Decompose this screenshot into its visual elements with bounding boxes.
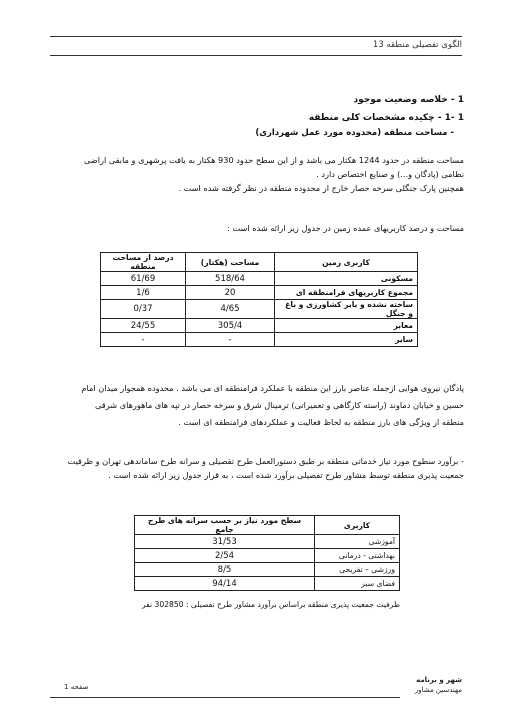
table-header-cell: سطح مورد نیاز بر حسب سرانه های طرح جامع xyxy=(135,516,315,535)
table-header-row xyxy=(135,516,400,535)
table-cell: ساخته نشده و بایر کشاورزی و باغ و جنگل xyxy=(275,300,418,319)
page-number: صفحه 1 xyxy=(64,683,89,691)
table-header-cell: کاربری xyxy=(315,516,400,535)
table-cell: 8/5 xyxy=(135,563,315,577)
footer-org-line2: مهندسین مشاور xyxy=(414,686,462,694)
table-cell: 2/54 xyxy=(135,549,315,563)
header-title: الگوی تفصیلی منطقه 13 xyxy=(372,40,462,50)
table-row xyxy=(135,549,400,563)
table-cell: 305/4 xyxy=(186,319,275,333)
header-rule-bottom xyxy=(50,55,462,56)
paragraph-services-line2: جمعیت پذیری منطقه توسط مشاور طرح تفصیلی برآورد شده است ، به قرار جدول زیر ارائه شده است . xyxy=(108,470,464,480)
table-row xyxy=(101,319,418,333)
table-cell: 24/55 xyxy=(101,319,186,333)
table-header-row xyxy=(101,253,418,272)
paragraph-area-line1: مساحت منطقه در حدود 1244 هکتار می باشد و از این سطح حدود 930 هکتار به بافت پرشهری و مابقی اراضی xyxy=(83,155,464,165)
footer-rule xyxy=(50,697,400,698)
table-cell: 518/64 xyxy=(186,272,275,286)
capacity-note: ظرفیت جمعیت پذیری منطقه براساس برآورد مشاور طرح تفصیلی : 302850 نفر xyxy=(141,600,400,609)
services-table xyxy=(134,515,400,591)
table-cell: 1/6 xyxy=(101,286,186,300)
table-cell: 61/69 xyxy=(101,272,186,286)
heading-section-1-1: 1 -1 - چکیده مشخصات کلی منطقه xyxy=(308,113,464,123)
table-cell: ورزشی – تفریحی xyxy=(315,563,400,577)
table-header-cell: درصد از مساحت منطقه xyxy=(101,253,186,272)
table-row xyxy=(101,272,418,286)
table-row xyxy=(101,286,418,300)
table1-intro: مساحت و درصد کاربریهای عمده زمین در جدول زیر ارائه شده است : xyxy=(227,223,464,233)
table-cell: بهداشتی - درمانی xyxy=(315,549,400,563)
table-row xyxy=(101,300,418,319)
paragraph-garrison-line3: منطقه از ویژگی های بارز منطقه به لحاظ فعالیت و عملکردهای فرامنطقه ای است . xyxy=(178,417,464,427)
table-header-cell: کاربری زمین xyxy=(275,253,418,272)
paragraph-garrison-line2: حسین و خیابان دماوند (راسته کارگاهی و تعمیراتی) ترمینال شرق و سرخه حصار در تپه های ماهورهای شرقی xyxy=(94,400,464,410)
paragraph-services-line1: - برآورد سطوح مورد نیاز خدماتی منطقه بر طبق دستورالعمل طرح تفصیلی و سرانه طرح ساماندهی تهران و ظرفیت xyxy=(67,456,464,466)
table-cell: آموزشی xyxy=(315,535,400,549)
table-cell: معابر xyxy=(275,319,418,333)
table-cell: سایر xyxy=(275,333,418,347)
paragraph-area-line3: همچنین پارک جنگلی سرخه حصار خارج از محدوده منطقه در نظر گرفته شده است . xyxy=(178,183,464,193)
landuse-table xyxy=(100,252,418,347)
header-rule-top xyxy=(50,36,462,37)
paragraph-area-line2: نظامی (پادگان و...) و صنایع اختصاص دارد . xyxy=(316,169,464,179)
table-cell: 4/65 xyxy=(186,300,275,319)
table-row xyxy=(135,535,400,549)
table-cell: مجموع کاربریهای فرامنطقه ای xyxy=(275,286,418,300)
table-cell: - xyxy=(101,333,186,347)
table-cell: 20 xyxy=(186,286,275,300)
table-cell: مسکونی xyxy=(275,272,418,286)
table-cell: فضای سبز xyxy=(315,577,400,591)
table-row xyxy=(135,577,400,591)
heading-section-1: 1 - خلاصه وضعیت موجود xyxy=(353,95,464,105)
footer-org-line1: شهر و برنامه xyxy=(416,676,462,684)
table-header-cell: مساحت (هکتار) xyxy=(186,253,275,272)
table-cell: 31/53 xyxy=(135,535,315,549)
table-cell: 0/37 xyxy=(101,300,186,319)
paragraph-garrison-line1: پادگان نیروی هوایی ازجمله عناصر بارز این منطقه با عملکرد فرامنطقه ای می باشد . محدوده همجوار میدان امام xyxy=(81,383,464,393)
table-cell: 94/14 xyxy=(135,577,315,591)
table-cell: - xyxy=(186,333,275,347)
table-row xyxy=(135,563,400,577)
heading-area: - مساحت منطقه (محدوده مورد عمل شهرداری) xyxy=(255,128,454,138)
table-row xyxy=(101,333,418,347)
